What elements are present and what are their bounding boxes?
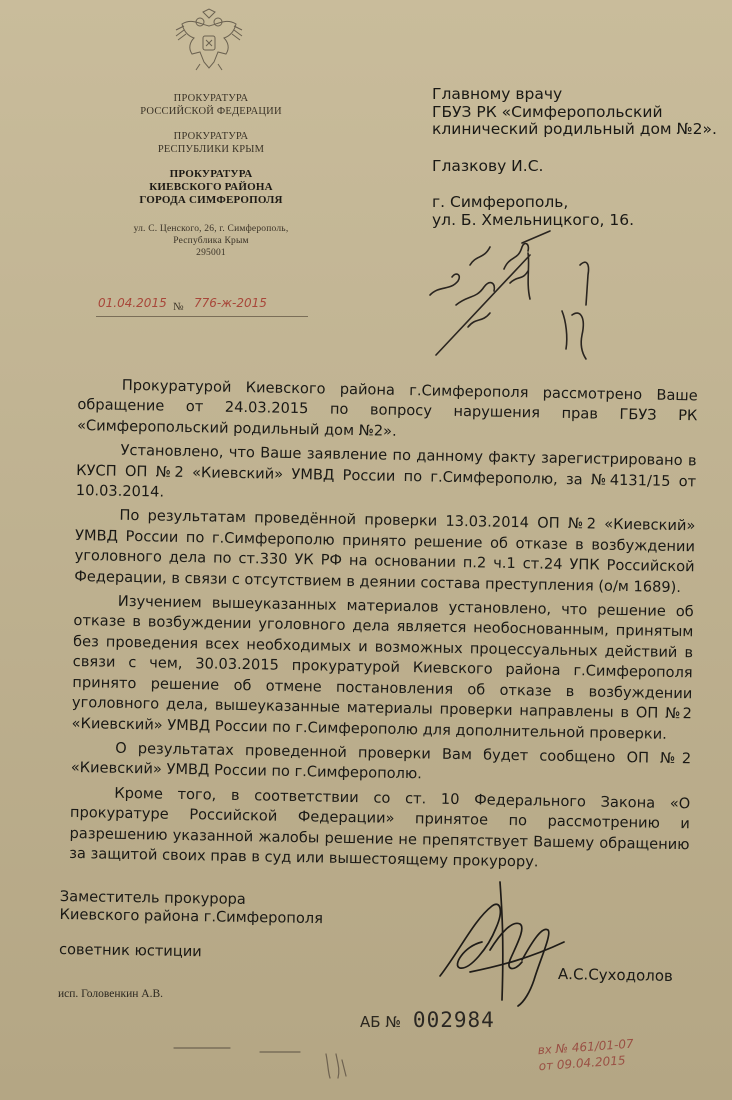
outgoing-number: 776-ж-2015	[194, 296, 267, 310]
incoming-number: вх № 461/01-07	[537, 1036, 635, 1058]
outgoing-number-field	[96, 296, 308, 317]
body-paragraph: Кроме того, в соответствии со ст. 10 Федерального Закона «О прокуратуре Российской Федерации» принятое по рассмотрению и разрешению указанной жалобы решение не препятствует Вашему обращению за защитой своих прав в суд или вышестоящему прокурору.	[69, 784, 691, 871]
coat-of-arms-icon	[170, 8, 248, 72]
incoming-registration-note	[537, 1030, 719, 1074]
body-paragraph: По результатам проведённой проверки 13.03.2014 ОП №2 «Киевский» УМВД России по г.Симферополю принято решение об отказе в возбуждении уголовного дела по ст.330 УК РФ на основании п.2 ч.1 ст.24 УПК Российской Федерации, в связи с отсутствием в деянии состава преступления (о/м 1689).	[74, 507, 696, 596]
signatory-position: Киевского района г.Симферополя	[59, 905, 324, 928]
agency-line-bold: ГОРОДА СИМФЕРОПОЛЯ	[139, 194, 283, 206]
agency-line-bold: КИЕВСКОГО РАЙОНА	[149, 181, 273, 193]
serial-value: 002984	[412, 1008, 495, 1032]
body-paragraph: Прокуратурой Киевского района г.Симферополя рассмотрено Ваше обращение от 24.03.2015 по вопросу нарушения прав ГБУЗ РК «Симферопольский родильный дом №2».	[76, 376, 698, 440]
incoming-date: от 09.04.2015	[538, 1053, 626, 1074]
recipient-street: ул. Б. Хмельницкого, 16.	[432, 210, 635, 229]
recipient-line: Главному врачу	[432, 85, 563, 103]
body-paragraph: О результатах проведенной проверки Вам будет сообщено ОП №2 «Киевский» УМВД России по г.Симферополю.	[70, 739, 692, 783]
body-paragraph: Изучением вышеуказанных материалов установлено, что решение об отказе в возбуждении уголовного дела является необоснованным, принятым без проведения всех необходимых и возможных процессуальных действий в связи с чем, 30.03.2015 прокуратурой Киевского района г.Симферополя принято решение об отмене постановления об отказе в возбуждении уголовного дела, вышеуказанные материалы проверки направлены в ОП №2 «Киевский» УМВД России по г.Симферополю для дополнительной проверки.	[71, 592, 694, 743]
number-sign: №	[173, 301, 184, 313]
handwritten-resolution	[410, 225, 620, 365]
handwritten-signature	[430, 880, 570, 1010]
recipient-line: клинический родильный дом №2».	[432, 120, 717, 138]
agency-header	[96, 92, 326, 259]
agency-line: РЕСПУБЛИКИ КРЫМ	[157, 144, 265, 155]
signatory-block	[59, 888, 360, 964]
margin-handwriting	[170, 1040, 370, 1080]
serial-label: АБ №	[360, 1013, 401, 1031]
agency-address: ул. С. Ценского, 26, г. Симферополь, Республика Крым 295001	[133, 224, 289, 258]
letter-body	[69, 375, 698, 880]
body-paragraph: Установлено, что Ваше заявление по данному факту зарегистрировано в КУСП ОП №2 «Киевский» УМВД России по г.Симферополю, за №4131/15 от 10.03.2014.	[75, 442, 697, 501]
recipient-block	[432, 86, 722, 229]
recipient-name: Глазкову И.С.	[432, 156, 544, 175]
executor-name: исп. Головенкин А.В.	[58, 988, 164, 1000]
agency-line-bold: ПРОКУРАТУРА	[169, 168, 253, 180]
agency-line: ПРОКУРАТУРА	[173, 93, 249, 104]
outgoing-date: 01.04.2015	[98, 296, 167, 310]
signatory-rank: советник юстиции	[58, 940, 202, 961]
recipient-line: ГБУЗ РК «Симферопольский	[432, 102, 663, 121]
form-serial-number	[360, 1008, 495, 1032]
signer-name: А.С.Суходолов	[557, 964, 673, 986]
agency-line: РОССИЙСКОЙ ФЕДЕРАЦИИ	[140, 106, 282, 117]
agency-line: ПРОКУРАТУРА	[173, 131, 249, 142]
signatory-position: Заместитель прокурора	[59, 888, 246, 908]
recipient-city: г. Симферополь,	[432, 193, 569, 211]
